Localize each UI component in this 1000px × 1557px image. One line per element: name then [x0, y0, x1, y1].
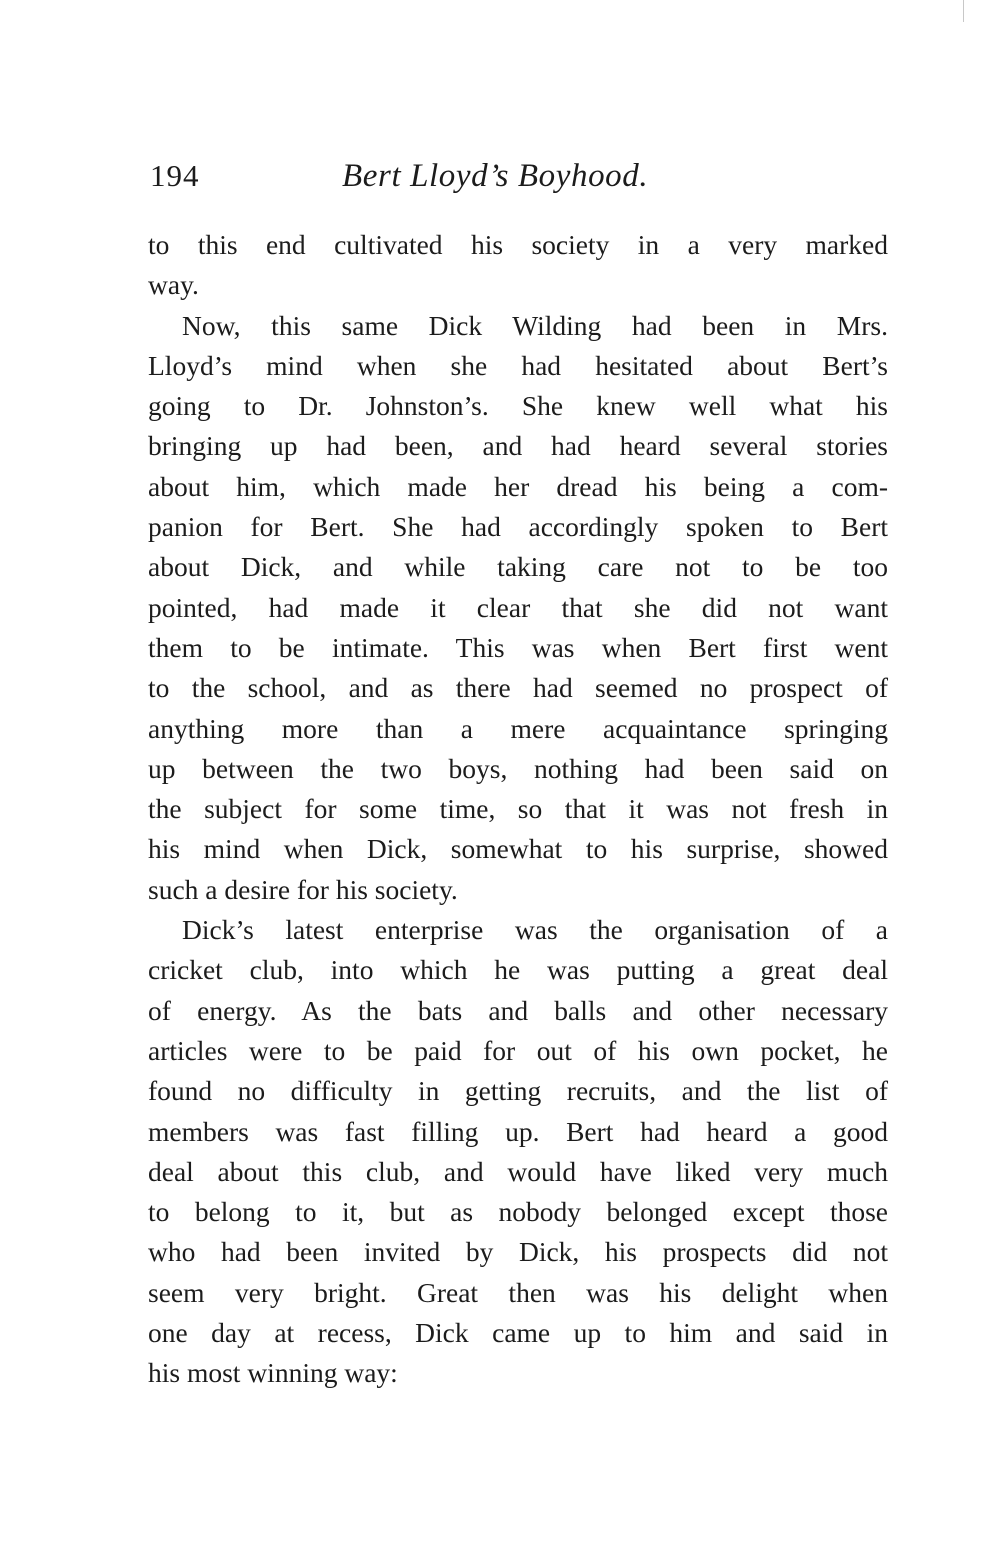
body-text — [148, 225, 888, 1394]
text-line: to this end cultivated his society in a very marked — [148, 229, 888, 260]
text-line: the subject for some time, so that it was not fresh in — [148, 793, 888, 825]
text-line: articles were to be paid for out of his own pocket, he — [148, 1034, 888, 1066]
text-line: going to Dr. Johnston’s. She knew well what his — [148, 390, 888, 422]
text-line: members was fast filling up. Bert had heard a good — [148, 1115, 888, 1147]
text-line: panion for Bert. She had accordingly spoken to Bert — [148, 511, 888, 543]
text-line: Lloyd’s mind when she had hesitated about Bert’s — [148, 349, 888, 381]
text-line: up between the two boys, nothing had been said on — [148, 752, 888, 784]
text-line: them to be intimate. This was when Bert first went — [148, 631, 888, 663]
text-line: to the school, and as there had seemed no prospect of — [148, 672, 888, 704]
text-line: pointed, had made it clear that she did not want — [148, 591, 888, 623]
text-line: his mind when Dick, somewhat to his surprise, showed — [148, 833, 888, 865]
text-line: bringing up had been, and had heard several stories — [148, 430, 888, 462]
text-line: seem very bright. Great then was his delight when — [148, 1276, 888, 1308]
text-line: Dick’s latest enterprise was the organisation of a — [182, 914, 888, 946]
text-line: who had been invited by Dick, his prospects did not — [148, 1236, 888, 1268]
running-head — [150, 158, 890, 208]
page-edge-mark — [963, 0, 964, 22]
text-line: about Dick, and while taking care not to be too — [148, 551, 888, 583]
text-line: anything more than a mere acquaintance springing — [148, 712, 888, 744]
text-line: deal about this club, and would have liked very much — [148, 1155, 888, 1187]
text-line: one day at recess, Dick came up to him and said in — [148, 1317, 888, 1349]
text-line: about him, which made her dread his being a com- — [148, 470, 888, 502]
text-line: Now, this same Dick Wilding had been in Mrs. — [182, 309, 888, 341]
text-line: way. — [148, 269, 199, 301]
text-line: cricket club, into which he was putting a great deal — [148, 954, 888, 986]
page-number: 194 — [150, 158, 200, 193]
text-line: his most winning way: — [148, 1357, 398, 1389]
text-line: of energy. As the bats and balls and other necessary — [148, 994, 888, 1026]
text-line: such a desire for his society. — [148, 873, 458, 905]
text-line: found no difficulty in getting recruits, and the list of — [148, 1075, 888, 1107]
running-title: Bert Lloyd’s Boyhood. — [342, 158, 649, 194]
text-line: to belong to it, but as nobody belonged except those — [148, 1196, 888, 1228]
